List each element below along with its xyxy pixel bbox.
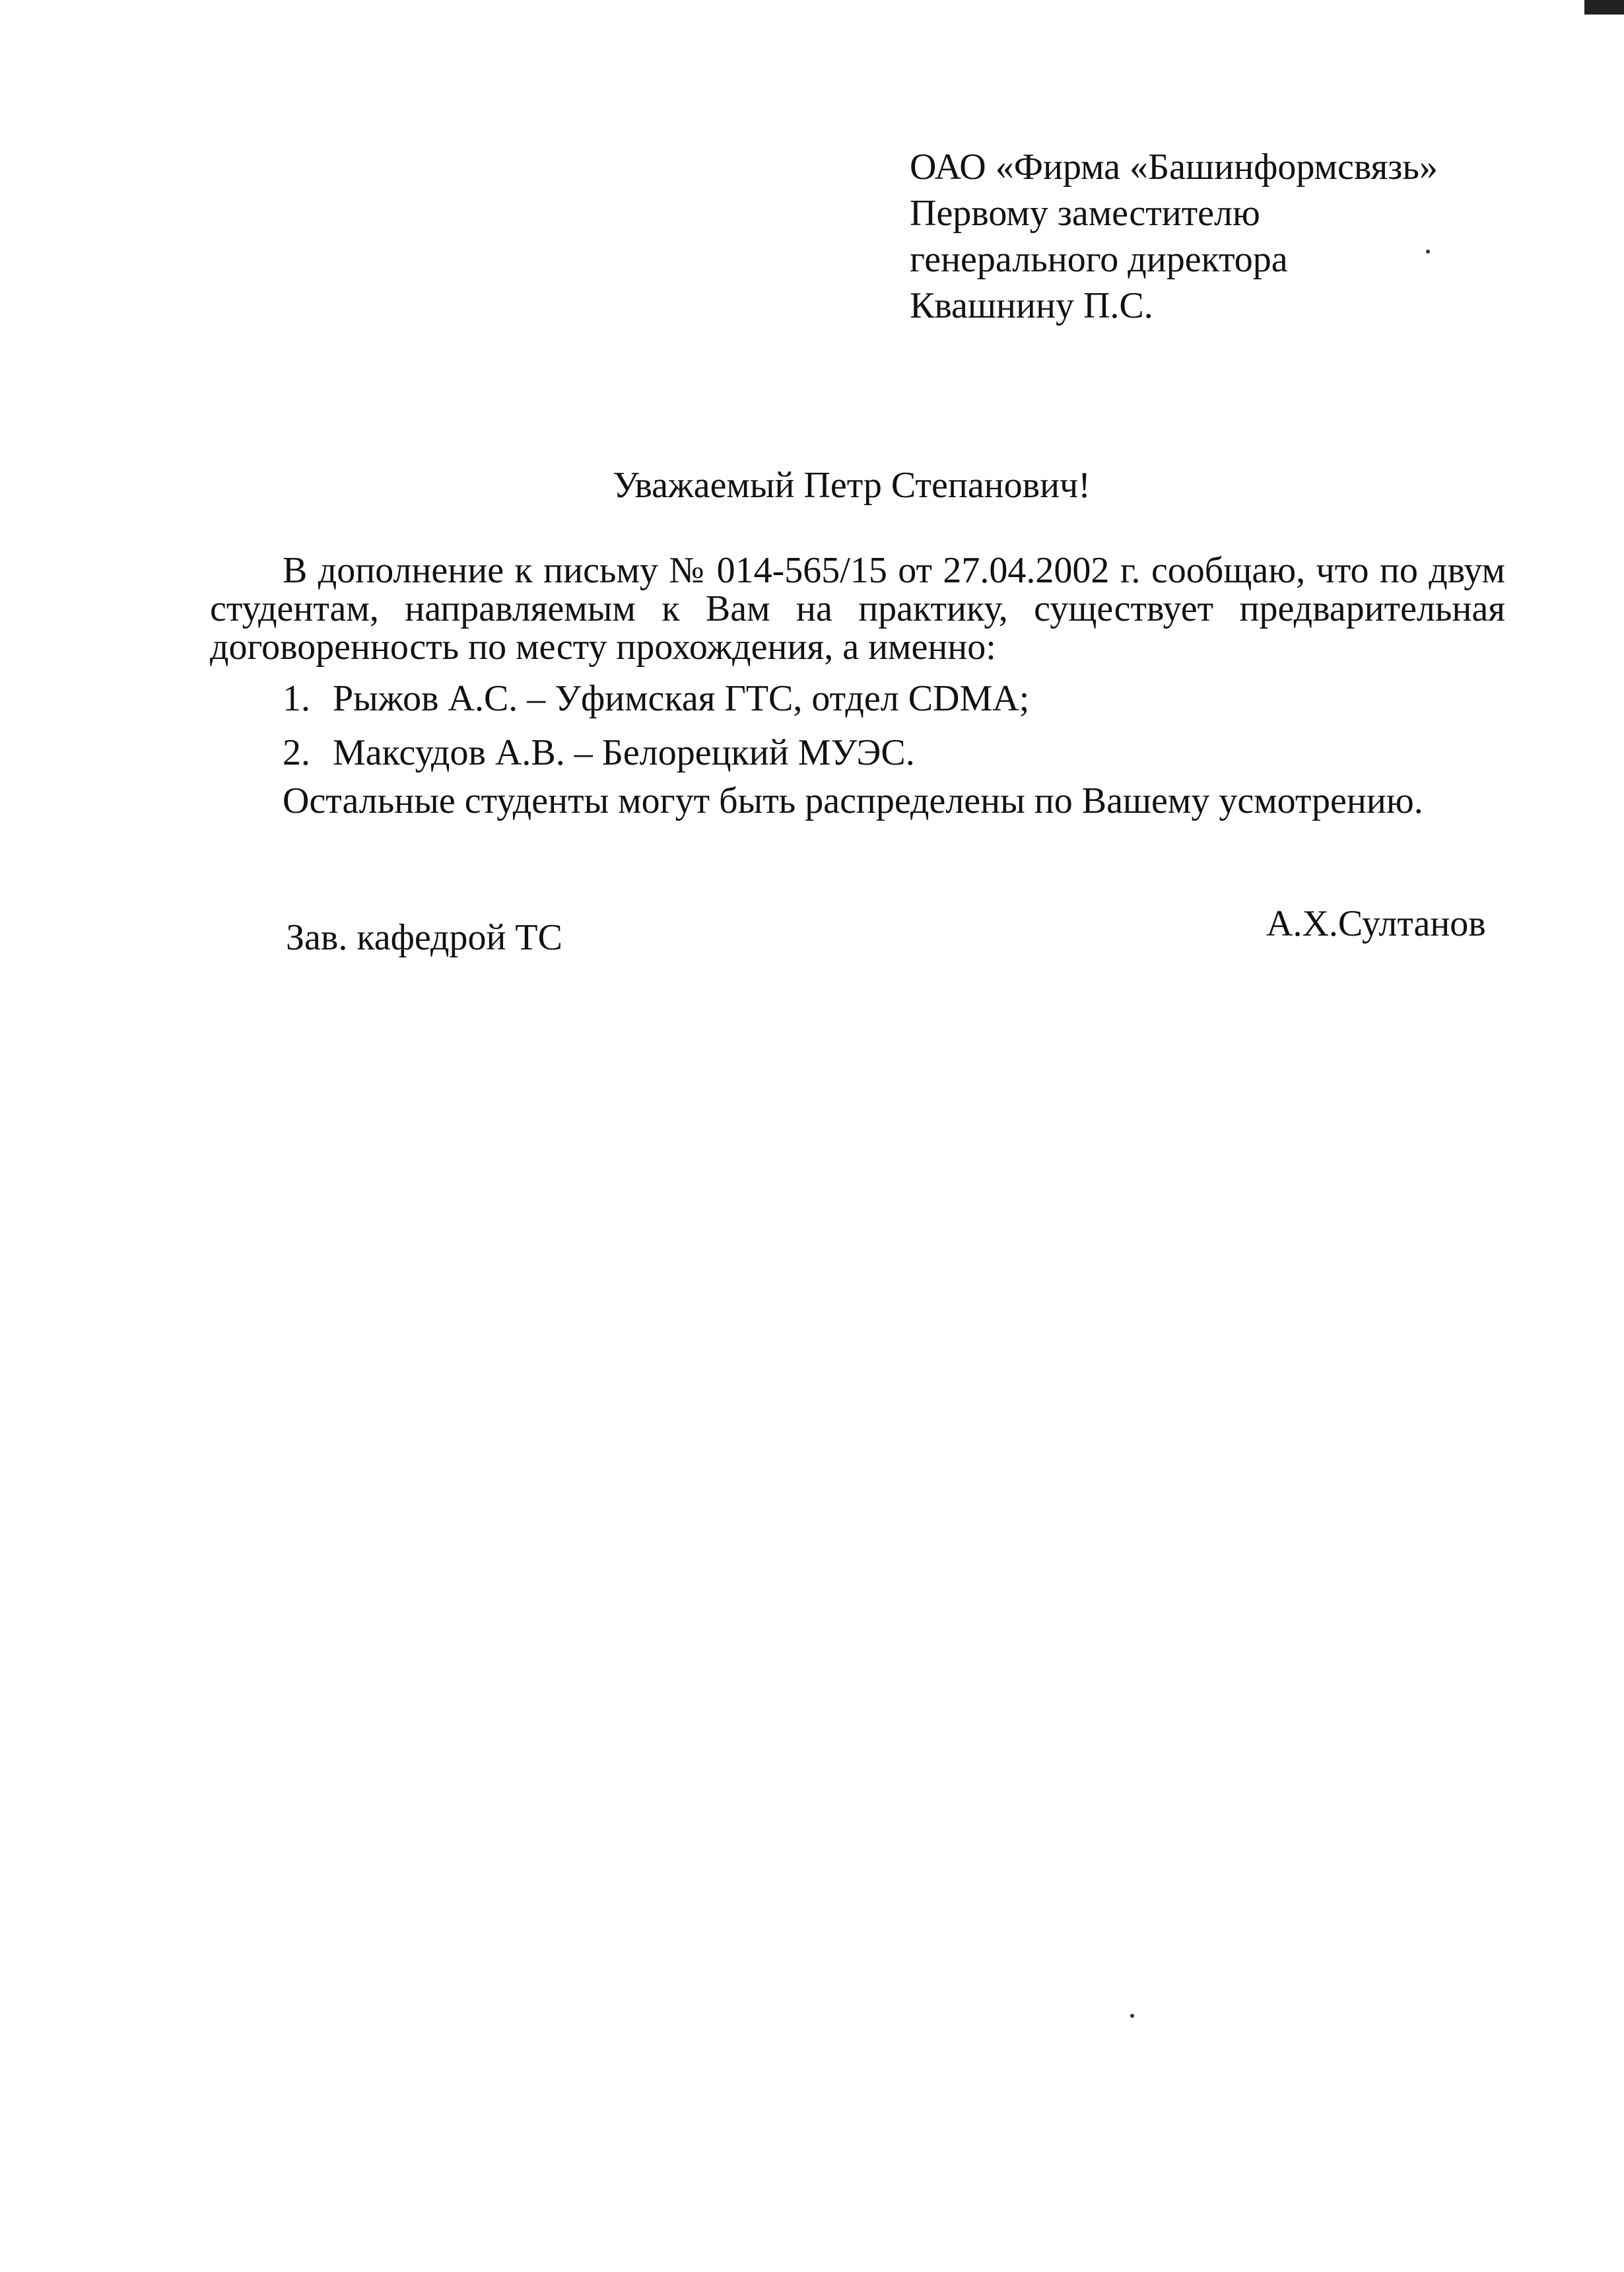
list-item <box>210 726 1505 780</box>
scan-edge-mark <box>1584 0 1624 15</box>
addressee-organization: ОАО «Фирма «Башинформсвязь» <box>910 147 1438 188</box>
signatory-name: А.Х.Султанов <box>1266 903 1486 944</box>
letter-body <box>210 551 1505 822</box>
list-item-text: Рыжов А.С. – Уфимская ГТС, отдел CDMA; <box>333 678 1030 719</box>
list-item <box>210 671 1505 726</box>
scan-speck <box>1426 250 1430 254</box>
student-list <box>210 671 1505 780</box>
closing-sentence: Остальные студенты могут быть распределены по Вашему усмотрению. <box>283 780 1423 821</box>
list-item-number: 2. <box>283 732 310 773</box>
addressee-name: Квашнину П.С. <box>910 285 1153 326</box>
salutation: Уважаемый Петр Степанович! <box>613 465 1091 506</box>
addressee-block <box>910 144 1438 329</box>
signatory-position: Зав. кафедрой ТС <box>286 917 562 958</box>
addressee-position-continued: генерального директора <box>910 239 1288 280</box>
scan-speck <box>1130 2014 1134 2018</box>
addressee-position: Первому заместителю <box>910 193 1260 234</box>
list-item-number: 1. <box>283 678 310 719</box>
body-paragraph: В дополнение к письму № 014-565/15 от 27.04.2002 г. сообщаю, что по двум студентам, направляемым к Вам на практику, существует предварительная договоренность по месту прохождения, а именно: <box>210 550 1505 668</box>
list-item-text: Максудов А.В. – Белорецкий МУЭС. <box>333 732 915 773</box>
